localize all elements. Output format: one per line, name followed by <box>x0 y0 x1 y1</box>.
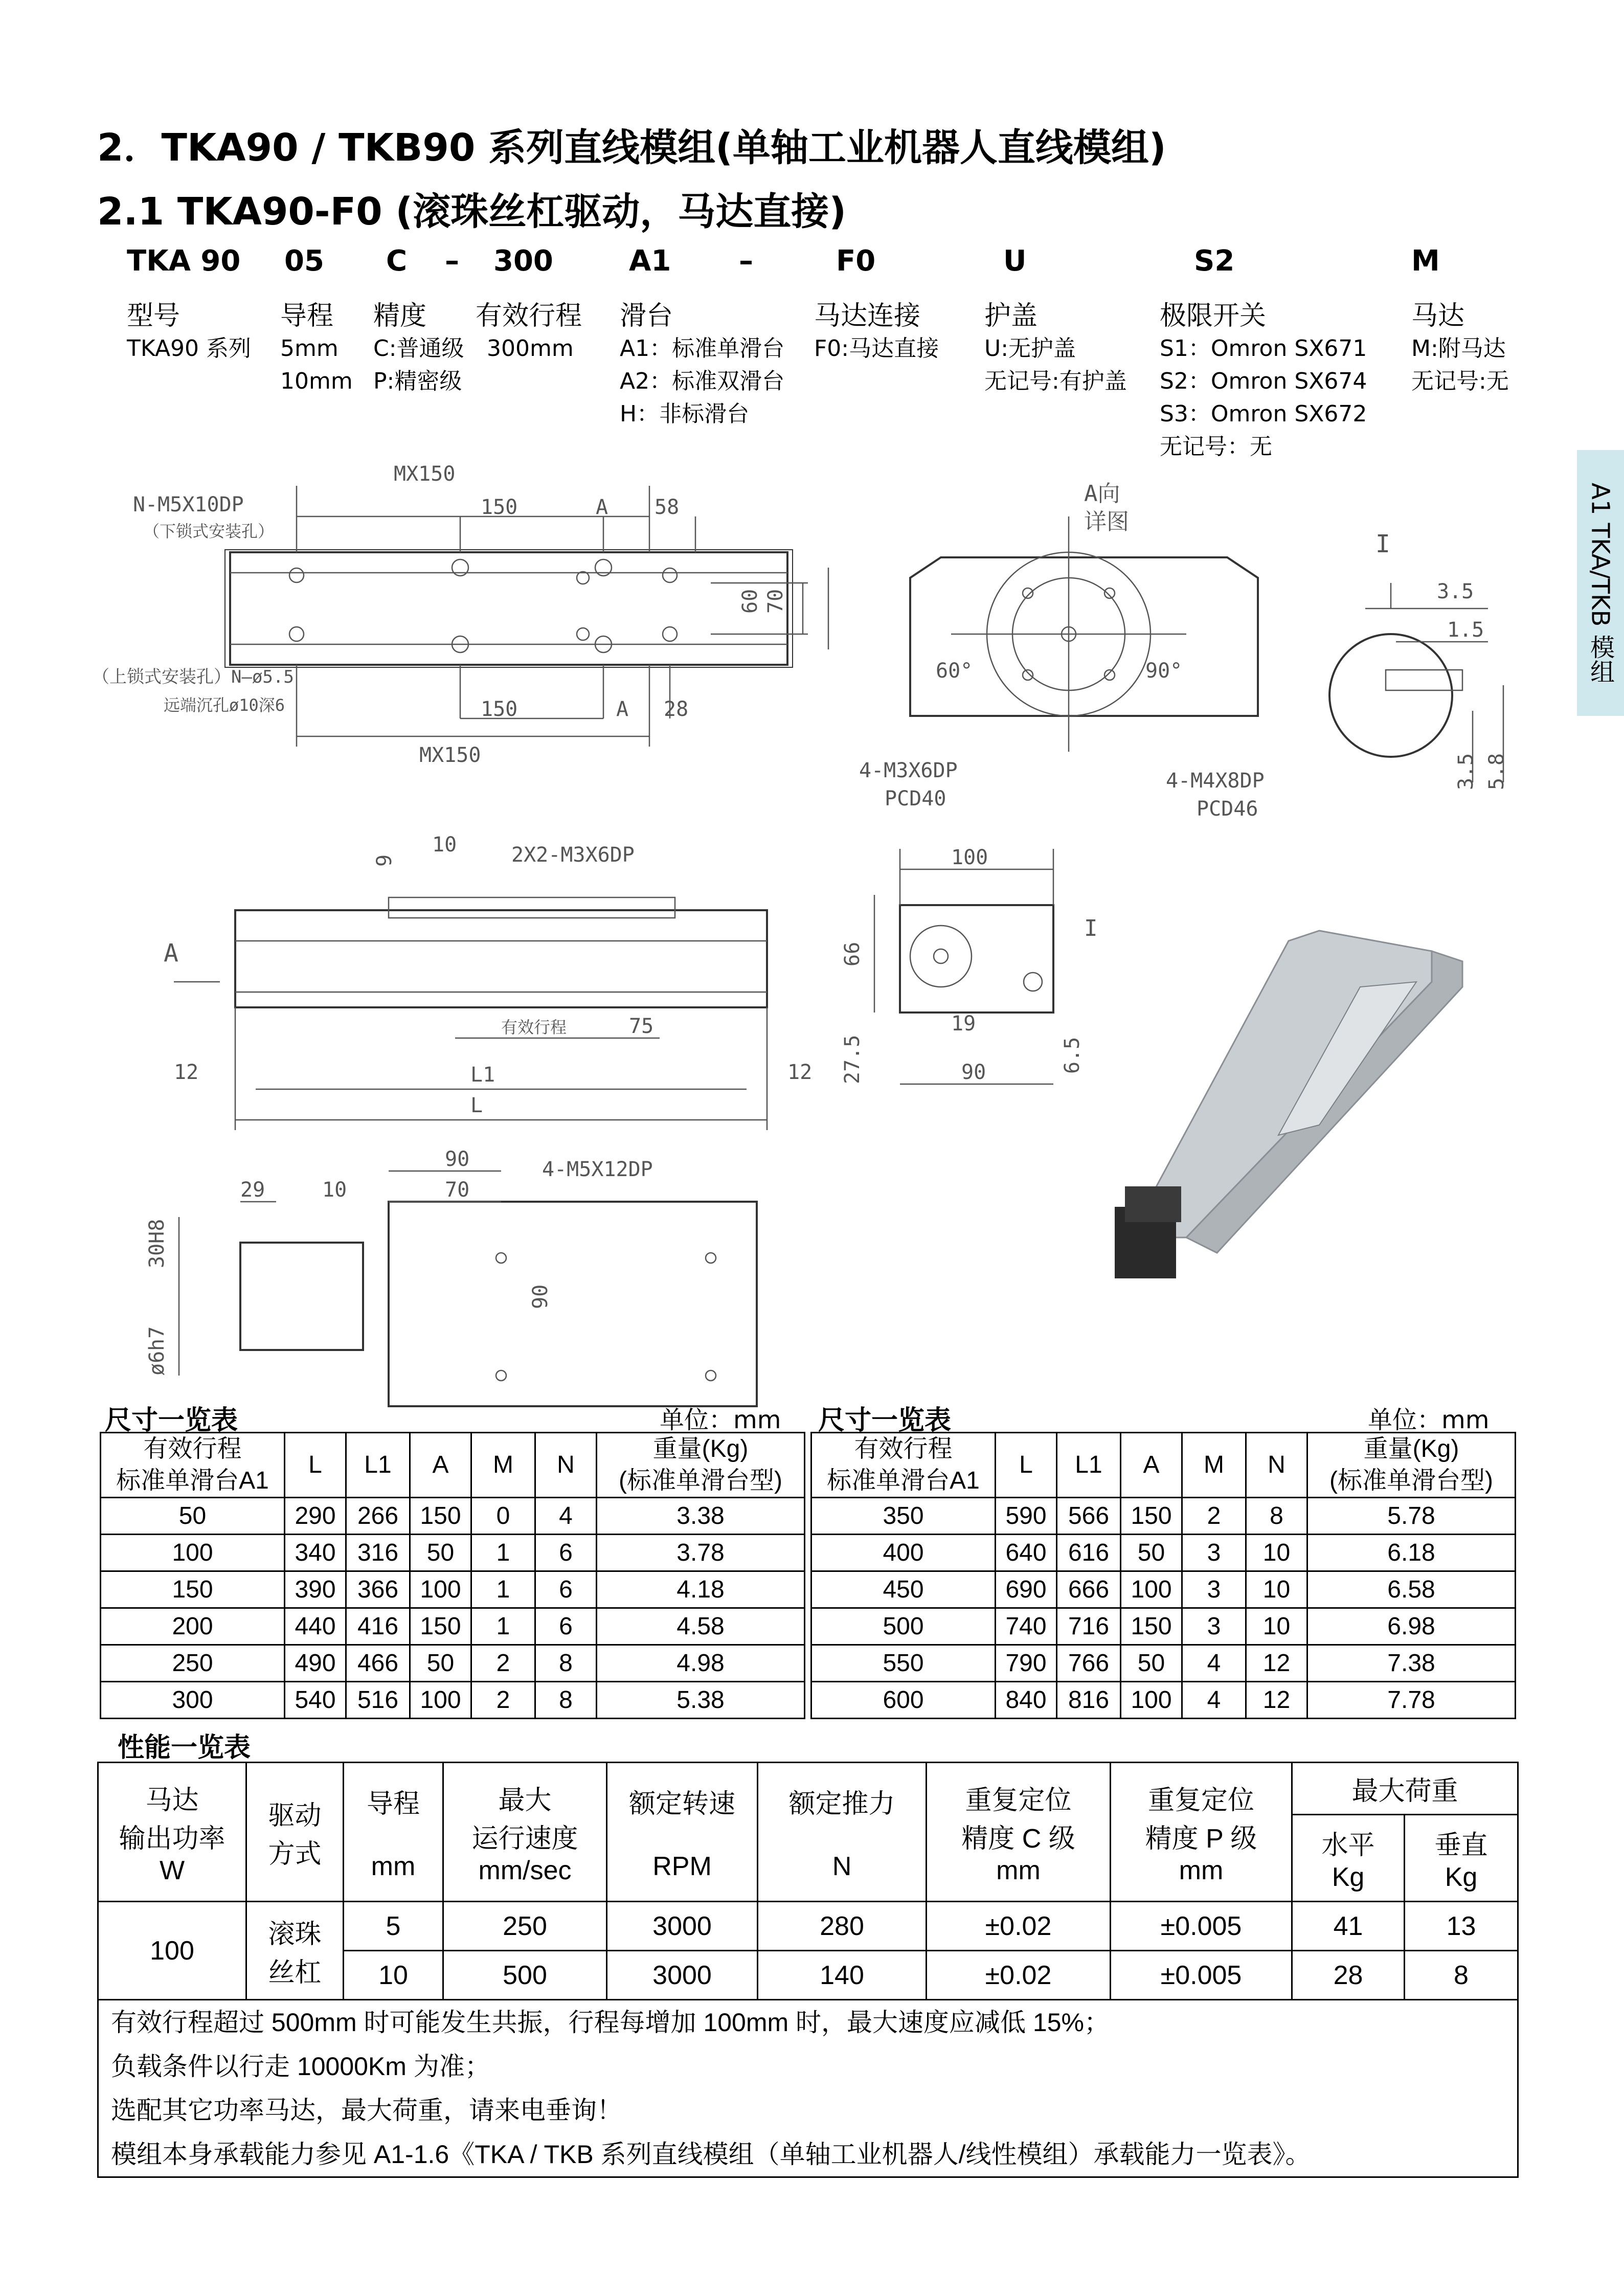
note-label: N-M5X10DP <box>133 493 244 516</box>
code-part: TKA 90 <box>127 244 241 278</box>
table-row <box>101 1645 805 1682</box>
dim-label: 60° <box>936 659 973 683</box>
table-cell: 10 <box>1246 1608 1307 1645</box>
detail-title: I <box>1375 530 1390 558</box>
table-cell: 50 <box>1121 1645 1182 1682</box>
table-cell: 1 <box>471 1608 535 1645</box>
table-cell: 4 <box>1182 1682 1246 1719</box>
table-cell: 8 <box>535 1645 597 1682</box>
col-header: M <box>471 1433 535 1498</box>
end-view-drawing <box>839 470 1299 839</box>
note-label: 远端沉孔ø10深6 <box>164 695 285 715</box>
dim-table-header <box>811 1433 1516 1498</box>
note-line: 负载条件以行走 10000Km 为准； <box>111 2052 490 2081</box>
table-cell: 416 <box>346 1608 410 1645</box>
col-header: 重量(Kg) (标准单滑台型) <box>1307 1433 1516 1498</box>
table-cell: 566 <box>1057 1498 1121 1535</box>
table-row <box>101 1608 805 1645</box>
legend-value: S2：Omron SX674 <box>1160 368 1367 394</box>
table-row <box>811 1571 1516 1608</box>
table-cell: 12 <box>1246 1645 1307 1682</box>
dim-label: 100 <box>951 846 988 869</box>
detail-circle <box>1329 634 1452 757</box>
table-cell: 600 <box>811 1682 996 1719</box>
table-row <box>811 1498 1516 1535</box>
code-part: 300 <box>493 244 553 278</box>
dim-label: MX150 <box>419 744 481 767</box>
table-cell: 400 <box>811 1535 996 1571</box>
perf-cell: 3000 <box>607 1951 758 2000</box>
legend-value: A1：标准单滑台 <box>620 335 785 362</box>
perf-cell: 3000 <box>607 1902 758 1951</box>
legend-value: M:附马达 <box>1411 335 1506 362</box>
perf-cell: ±0.005 <box>1111 1951 1292 2000</box>
dim-label: 70 <box>445 1178 470 1202</box>
dim-label: 30H8 <box>145 1219 169 1268</box>
perf-row <box>98 1902 1518 1951</box>
col-header: A <box>1121 1433 1182 1498</box>
table-cell: 6 <box>535 1535 597 1571</box>
table-cell: 466 <box>346 1645 410 1682</box>
dim-label: 29 <box>240 1178 265 1202</box>
perf-cell: 10 <box>344 1951 443 2000</box>
dim-label: ø6h7 <box>145 1326 169 1376</box>
dim-label: 150 <box>481 496 518 519</box>
table-cell: 6.58 <box>1307 1571 1516 1608</box>
legend-value: C:普通级 <box>373 335 464 362</box>
dim-label: 75 <box>629 1015 654 1038</box>
code-part: – <box>739 244 753 278</box>
table-cell: 6.18 <box>1307 1535 1516 1571</box>
code-part: – <box>445 244 459 278</box>
top-view-drawing <box>92 460 849 787</box>
dim-table-header <box>101 1433 805 1498</box>
table-cell: 616 <box>1057 1535 1121 1571</box>
table-cell: 490 <box>285 1645 346 1682</box>
code-part: F0 <box>836 244 876 278</box>
code-part: 05 <box>284 244 324 278</box>
flange-outline <box>240 1243 363 1350</box>
dim-label: A <box>616 697 629 721</box>
dim-table-left <box>100 1432 805 1719</box>
dim-table-right <box>810 1432 1516 1719</box>
legend-label: 马达 <box>1411 301 1465 331</box>
rail-body <box>1145 931 1432 1237</box>
legend-value: 无记号：无 <box>1160 434 1272 460</box>
table-cell: 10 <box>1246 1571 1307 1608</box>
table-row <box>811 1645 1516 1682</box>
table-cell: 100 <box>410 1682 471 1719</box>
bottom-view-drawing <box>145 1135 741 1406</box>
perf-cell: 250 <box>443 1902 607 1951</box>
col-header: 有效行程 标准单滑台A1 <box>811 1433 996 1498</box>
perf-header-repeat-c: 重复定位 精度 C 级 mm <box>927 1763 1111 1902</box>
table-cell: 4.58 <box>597 1608 805 1645</box>
perf-notes <box>98 2000 1518 2177</box>
section-heading: 2.1 TKA90-F0 (滚珠丝杠驱动，马达直接) <box>97 190 847 234</box>
table-cell: 50 <box>410 1535 471 1571</box>
table-cell: 1 <box>471 1535 535 1571</box>
dim-label: MX150 <box>394 462 456 486</box>
legend-label: 型号 <box>127 301 181 331</box>
table-cell: 7.38 <box>1307 1645 1516 1682</box>
perf-header-vertical: 垂直 Kg <box>1405 1815 1518 1902</box>
col-header: L1 <box>346 1433 410 1498</box>
dim-label: L <box>470 1094 483 1117</box>
table-cell: 1 <box>471 1571 535 1608</box>
front-outline <box>900 905 1053 1012</box>
side-view-drawing <box>153 823 839 1130</box>
perf-table <box>97 1762 1519 2178</box>
dim-table-title-right: 尺寸一览表 <box>818 1405 952 1436</box>
note-line: 选配其它功率马达，最大荷重，请来电垂询！ <box>111 2096 622 2125</box>
dim-label: 1.5 <box>1447 618 1484 642</box>
table-cell: 4 <box>1182 1645 1246 1682</box>
dim-label: 6.5 <box>1061 1037 1084 1074</box>
table-row <box>811 1608 1516 1645</box>
table-cell: 3 <box>1182 1571 1246 1608</box>
code-part: C <box>386 244 408 278</box>
table-cell: 10 <box>1246 1535 1307 1571</box>
table-cell: 366 <box>346 1571 410 1608</box>
dim-label: 27.5 <box>841 1034 864 1084</box>
legend-label: 有效行程 <box>476 301 582 331</box>
perf-header-drive: 驱动 方式 <box>246 1763 344 1902</box>
table-cell: 5.78 <box>1307 1498 1516 1535</box>
dim-label: 12 <box>174 1061 199 1084</box>
view-title: 详图 <box>1084 509 1129 535</box>
legend-label: 精度 <box>373 301 427 331</box>
table-row <box>811 1535 1516 1571</box>
table-cell: 790 <box>996 1645 1057 1682</box>
side-tab: A1 TKA/TKB 模组 <box>1577 450 1624 716</box>
end-outline <box>910 557 1258 716</box>
legend-label: 马达连接 <box>814 301 921 331</box>
code-part: M <box>1411 244 1440 278</box>
detail-i-drawing <box>1319 516 1534 803</box>
dim-label: 28 <box>664 697 689 721</box>
table-cell: 100 <box>1121 1682 1182 1719</box>
dim-label: 60 <box>738 589 762 614</box>
dim-label: I <box>1084 915 1098 941</box>
legend-label: 滑台 <box>620 301 673 331</box>
table-cell: 3 <box>1182 1608 1246 1645</box>
dim-table-unit: 单位：mm <box>660 1406 781 1434</box>
table-cell: 2 <box>471 1682 535 1719</box>
dim-label: 66 <box>841 941 864 966</box>
dim-label: 10 <box>322 1178 347 1202</box>
perf-header-load: 最大荷重 <box>1292 1763 1518 1815</box>
table-cell: 640 <box>996 1535 1057 1571</box>
table-cell: 150 <box>410 1608 471 1645</box>
table-cell: 4.18 <box>597 1571 805 1608</box>
note-label: PCD46 <box>1197 797 1258 821</box>
view-title: A向 <box>1084 481 1120 507</box>
table-cell: 100 <box>101 1535 285 1571</box>
note-label: PCD40 <box>885 787 946 811</box>
table-cell: 816 <box>1057 1682 1121 1719</box>
table-cell: 266 <box>346 1498 410 1535</box>
table-cell: 516 <box>346 1682 410 1719</box>
col-header: N <box>535 1433 597 1498</box>
dim-label: L1 <box>470 1063 495 1087</box>
table-cell: 540 <box>285 1682 346 1719</box>
table-cell: 290 <box>285 1498 346 1535</box>
perf-drive: 滚珠 丝杠 <box>246 1902 344 2000</box>
perf-cell: 8 <box>1405 1951 1518 2000</box>
table-cell: 3.38 <box>597 1498 805 1535</box>
table-cell: 6 <box>535 1571 597 1608</box>
product-photo <box>1104 920 1514 1309</box>
code-part: S2 <box>1194 244 1235 278</box>
dim-label: 10 <box>432 833 457 857</box>
perf-cell: 13 <box>1405 1902 1518 1951</box>
dim-label: 70 <box>764 589 787 614</box>
table-cell: 390 <box>285 1571 346 1608</box>
table-cell: 100 <box>1121 1571 1182 1608</box>
perf-motor: 100 <box>98 1902 246 2000</box>
legend-value: U:无护盖 <box>984 335 1076 362</box>
front-view-drawing <box>839 828 1125 1094</box>
legend-value: 5mm <box>280 335 339 362</box>
dim-label: 90° <box>1145 659 1183 683</box>
table-cell: 4.98 <box>597 1645 805 1682</box>
col-header: L <box>996 1433 1057 1498</box>
note-label: 4-M4X8DP <box>1166 769 1265 793</box>
dim-table-unit-right: 单位：mm <box>1368 1406 1490 1434</box>
legend-value: H：非标滑台 <box>620 401 750 427</box>
dim-label: 9 <box>373 854 396 867</box>
perf-header-horizontal: 水平 Kg <box>1292 1815 1405 1902</box>
dim-label: 90 <box>445 1147 470 1171</box>
col-header: L <box>285 1433 346 1498</box>
legend-label: 导程 <box>280 301 334 331</box>
dim-label: A <box>596 496 608 519</box>
table-cell: 0 <box>471 1498 535 1535</box>
dim-label: 90 <box>961 1061 986 1084</box>
perf-cell: ±0.005 <box>1111 1902 1292 1951</box>
body-outline <box>230 552 787 665</box>
dim-label: 5.8 <box>1485 753 1508 790</box>
table-cell: 50 <box>410 1645 471 1682</box>
col-header: 重量(Kg) (标准单滑台型) <box>597 1433 805 1498</box>
table-row <box>101 1571 805 1608</box>
legend-value: 10mm <box>280 368 353 394</box>
perf-cell: ±0.02 <box>927 1951 1111 2000</box>
perf-header-motor: 马达 输出功率 W <box>98 1763 246 1902</box>
perf-cell: 280 <box>758 1902 927 1951</box>
note-label: （上锁式安装孔）N—ø5.5 <box>92 667 294 687</box>
dim-table-title: 尺寸一览表 <box>105 1405 238 1436</box>
table-cell: 150 <box>410 1498 471 1535</box>
perf-header-speed: 最大 运行速度 mm/sec <box>443 1763 607 1902</box>
col-header: A <box>410 1433 471 1498</box>
table-cell: 450 <box>811 1571 996 1608</box>
dim-label: 3.5 <box>1437 580 1474 603</box>
legend-value: S1：Omron SX671 <box>1160 335 1367 362</box>
page-heading: 2．TKA90 / TKB90 系列直线模组(单轴工业机器人直线模组) <box>97 126 1166 170</box>
legend-value: A2：标准双滑台 <box>620 368 785 394</box>
table-cell: 550 <box>811 1645 996 1682</box>
legend-value: 无记号:有护盖 <box>984 368 1127 394</box>
legend-value: 无记号:无 <box>1411 368 1509 394</box>
legend-value: TKA90 系列 <box>127 335 252 362</box>
table-cell: 50 <box>1121 1535 1182 1571</box>
note-line: 模组本身承载能力参见 A1-1.6《TKA / TKB 系列直线模组（单轴工业机器人/线性模组）承载能力一览表》。 <box>111 2140 1311 2169</box>
note-label: （下锁式安装孔） <box>143 522 275 541</box>
col-header: L1 <box>1057 1433 1121 1498</box>
bottom-outline <box>389 1202 757 1406</box>
legend-value: 300mm <box>487 335 574 362</box>
perf-cell: ±0.02 <box>927 1902 1111 1951</box>
table-row <box>811 1682 1516 1719</box>
table-cell: 7.78 <box>1307 1682 1516 1719</box>
table-cell: 8 <box>1246 1498 1307 1535</box>
note-label: 2X2-M3X6DP <box>511 843 635 867</box>
legend-label: 极限开关 <box>1160 301 1267 331</box>
perf-header-rpm: 额定转速 RPM <box>607 1763 758 1902</box>
perf-cell: 41 <box>1292 1902 1405 1951</box>
table-cell: 590 <box>996 1498 1057 1535</box>
table-cell: 500 <box>811 1608 996 1645</box>
arrow-label: A <box>164 939 178 967</box>
note-label: 4-M3X6DP <box>859 759 958 782</box>
table-cell: 350 <box>811 1498 996 1535</box>
table-cell: 440 <box>285 1608 346 1645</box>
code-part: U <box>1003 244 1027 278</box>
dim-label: 12 <box>787 1061 813 1084</box>
perf-cell: 5 <box>344 1902 443 1951</box>
col-header: 有效行程 标准单滑台A1 <box>101 1433 285 1498</box>
table-cell: 8 <box>535 1682 597 1719</box>
table-cell: 200 <box>101 1608 285 1645</box>
code-part: A1 <box>629 244 671 278</box>
table-cell: 150 <box>1121 1608 1182 1645</box>
table-cell: 840 <box>996 1682 1057 1719</box>
perf-header-repeat-p: 重复定位 精度 P 级 mm <box>1111 1763 1292 1902</box>
dim-label: 19 <box>951 1012 976 1036</box>
perf-cell: 28 <box>1292 1951 1405 2000</box>
table-cell: 716 <box>1057 1608 1121 1645</box>
table-row <box>101 1498 805 1535</box>
perf-cell: 500 <box>443 1951 607 2000</box>
perf-table-title: 性能一览表 <box>118 1732 251 1763</box>
legend-label: 护盖 <box>984 301 1038 331</box>
dim-label: 58 <box>655 496 680 519</box>
dim-label: 3.5 <box>1454 753 1478 790</box>
table-cell: 150 <box>1121 1498 1182 1535</box>
table-cell: 12 <box>1246 1682 1307 1719</box>
table-cell: 2 <box>471 1645 535 1682</box>
table-cell: 3.78 <box>597 1535 805 1571</box>
table-cell: 666 <box>1057 1571 1121 1608</box>
dim-label: 90 <box>529 1284 552 1309</box>
table-cell: 5.38 <box>597 1682 805 1719</box>
note-label: 4-M5X12DP <box>542 1158 653 1181</box>
table-cell: 150 <box>101 1571 285 1608</box>
perf-cell: 140 <box>758 1951 927 2000</box>
col-header: N <box>1246 1433 1307 1498</box>
table-cell: 100 <box>410 1571 471 1608</box>
table-row <box>101 1535 805 1571</box>
table-cell: 316 <box>346 1535 410 1571</box>
table-cell: 6 <box>535 1608 597 1645</box>
table-cell: 4 <box>535 1498 597 1535</box>
table-cell: 740 <box>996 1608 1057 1645</box>
table-cell: 50 <box>101 1498 285 1535</box>
legend-value: P:精密级 <box>373 368 462 394</box>
table-cell: 2 <box>1182 1498 1246 1535</box>
dim-label: 150 <box>481 697 518 721</box>
perf-header-lead: 导程 mm <box>344 1763 443 1902</box>
table-cell: 340 <box>285 1535 346 1571</box>
dim-label: 有效行程 <box>501 1018 567 1037</box>
legend-value: F0:马达直接 <box>814 335 939 362</box>
perf-header-thrust: 额定推力 N <box>758 1763 927 1902</box>
table-cell: 690 <box>996 1571 1057 1608</box>
side-outline <box>235 910 767 1007</box>
table-cell: 3 <box>1182 1535 1246 1571</box>
col-header: M <box>1182 1433 1246 1498</box>
note-line: 有效行程超过 500mm 时可能发生共振，行程每增加 100mm 时，最大速度应减低 15%； <box>111 2008 1110 2037</box>
table-cell: 250 <box>101 1645 285 1682</box>
table-cell: 766 <box>1057 1645 1121 1682</box>
table-row <box>101 1682 805 1719</box>
table-cell: 6.98 <box>1307 1608 1516 1645</box>
legend-value: S3：Omron SX672 <box>1160 401 1367 427</box>
table-cell: 300 <box>101 1682 285 1719</box>
